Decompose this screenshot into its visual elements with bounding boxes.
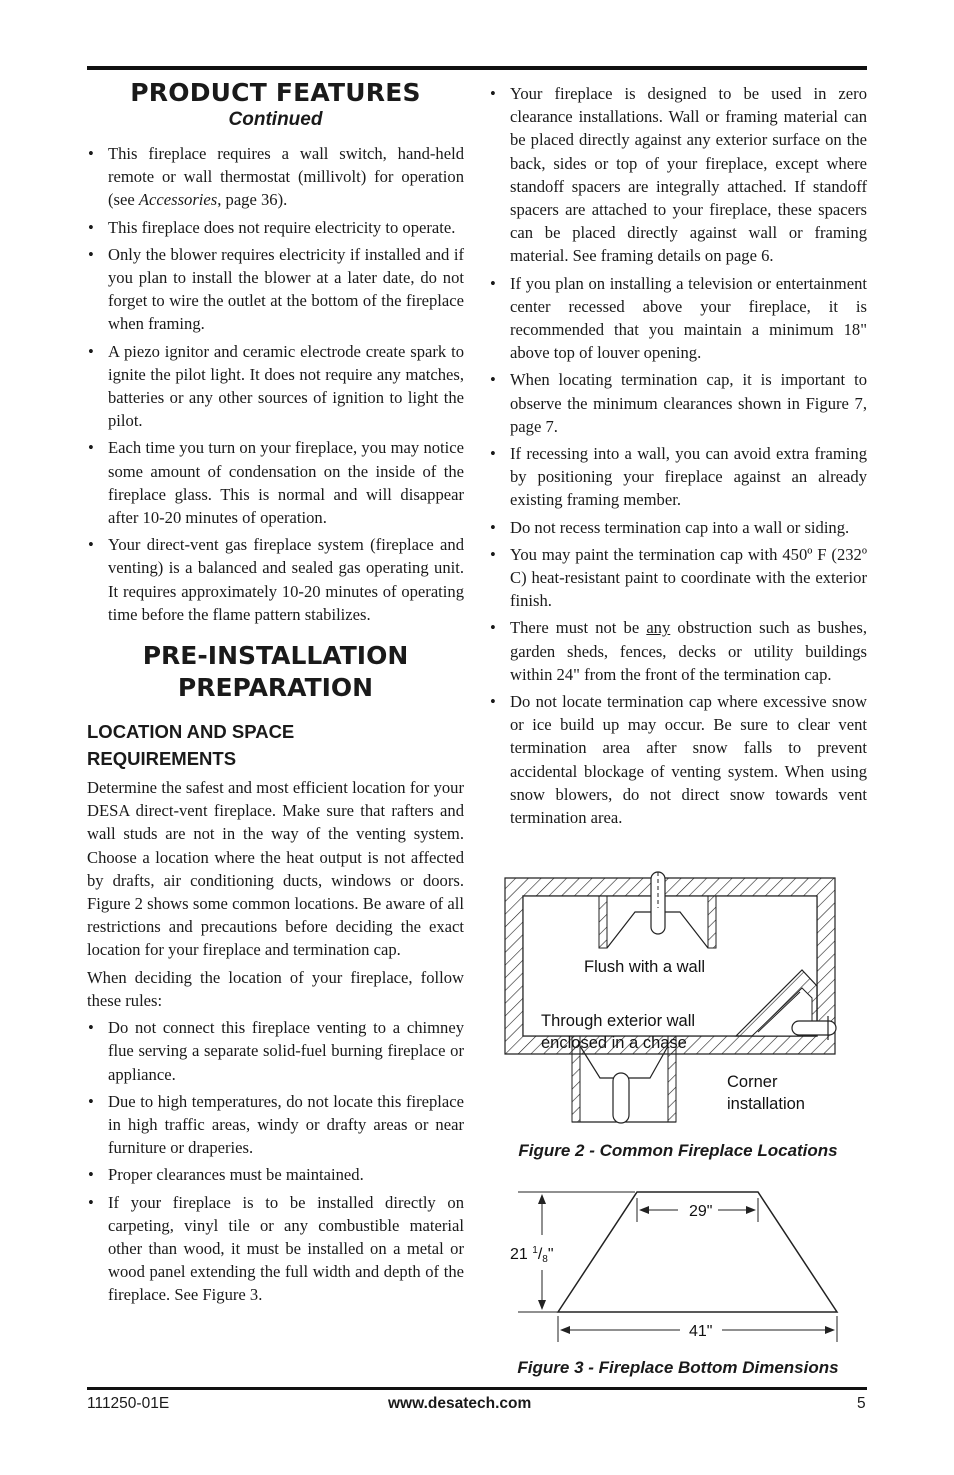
list-item: • When locating termination cap, it is important to observe the minimum clearances shown in Figure 7, page 7.	[489, 368, 867, 438]
list-item: • There must not be any obstruction such as bushes, garden sheds, fences, decks or utility buildings within 24" from the front of the termination cap.	[489, 616, 867, 686]
bottom-rule	[87, 1387, 867, 1390]
corner-vent	[792, 1021, 836, 1035]
accessories-reference: Accessories	[138, 190, 218, 210]
figure-2-drawing	[500, 868, 845, 1133]
list-item: • A piezo ignitor and ceramic electrode create spark to ignite the pilot light. It does not require any matches, batteries or any other sources of ignition to light the pilot.	[87, 340, 464, 433]
location-paragraph: Determine the safest and most efficient location for your DESA direct-vent fireplace. Make sure that rafters and wall studs are not in the way of the venting system. Choose a location where the heat output is not affected by drafts, air conditioning ducts, windows or doors. Figure 2 shows some common locations. Be aware of all restrictions and precautions before deciding the exact location for your fireplace and termination cap.	[87, 778, 464, 960]
section-title-pre-installation: PRE-INSTALLATION PREPARATION	[142, 641, 409, 703]
subsection-title-location: LOCATION AND SPACE REQUIREMENTS	[87, 721, 295, 770]
list-item: • This fireplace does not require electricity to operate.	[87, 216, 464, 239]
list-item: • Each time you turn on your fireplace, you may notice some amount of condensation on the inside of the fireplace glass. This is normal and will disappear after 10-20 minutes of operation.	[87, 436, 464, 529]
location-rules-list	[87, 1016, 464, 1306]
product-features-list	[87, 142, 464, 626]
dimension-top-width: 29"	[689, 1203, 713, 1220]
list-item: • Do not locate termination cap where excessive snow or ice build up may occur. Be sure to clear vent termination area after snow falls to prevent accidental blockage of venting system. When using snow blowers, do not direct snow towards vent termination area.	[489, 690, 867, 829]
flush-fireplace-side	[708, 896, 716, 948]
figure-2-caption: Figure 2 - Common Fireplace Locations	[518, 1141, 838, 1160]
right-column	[489, 82, 867, 833]
list-item: • Proper clearances must be maintained.	[87, 1163, 464, 1186]
page-number: 5	[857, 1395, 866, 1412]
list-item: • You may paint the termination cap with 450º F (232º C) heat-resistant paint to coordinate with the exterior finish.	[489, 543, 867, 613]
installation-notes-list	[489, 82, 867, 829]
chase-fireplace-vent	[613, 1073, 629, 1123]
website-link[interactable]: www.desatech.com	[388, 1395, 532, 1412]
list-item: • If your fireplace is to be installed directly on carpeting, vinyl tile or any combustible material other than wood, it must be installed on a metal or wood panel extending the full width and depth of the fireplace. See Figure 3.	[87, 1191, 464, 1307]
list-item: • Do not recess termination cap into a wall or siding.	[489, 516, 867, 539]
list-item: • Due to high temperatures, do not locate this fireplace in high traffic areas, windy or drafty areas or near furniture or draperies.	[87, 1090, 464, 1160]
list-item: • If recessing into a wall, you can avoid extra framing by positioning your fireplace against an already existing framing member.	[489, 442, 867, 512]
document-number: 111250-01E	[87, 1395, 170, 1412]
continued-label: Continued	[228, 109, 323, 130]
label-installation: installation	[727, 1095, 805, 1113]
rules-intro-paragraph: When deciding the location of your fireplace, follow these rules:	[87, 967, 464, 1010]
section-title-product-features: PRODUCT FEATURES	[130, 78, 421, 107]
label-corner: Corner	[727, 1073, 778, 1091]
list-item: • Only the blower requires electricity if installed and if you plan to install the blower at a later date, do not forget to wire the outlet at the bottom of the fireplace when framing.	[87, 243, 464, 336]
list-item: • If you plan on installing a television or entertainment center recessed above your fireplace, it is recommended that you maintain a minimum 18" above top of louver opening.	[489, 272, 867, 365]
left-column	[87, 78, 464, 1311]
figure-3-drawing	[500, 1180, 850, 1355]
list-item: • Do not connect this fireplace venting to a chimney flue serving a separate solid-fuel burning fireplace or appliance.	[87, 1016, 464, 1086]
figure-3-caption: Figure 3 - Fireplace Bottom Dimensions	[517, 1358, 839, 1377]
top-rule	[87, 66, 867, 70]
dimension-height: 21 $^1$/8"	[510, 1245, 554, 1265]
list-item: • Your fireplace is designed to be used in zero clearance installations. Wall or framing material can be placed directly against any exterior surface on the back, sides or top of your fireplace, except where standoff spacers are integrally attached. If standoff spacers are attached to your fireplace, these spacers can be placed directly against wall or framing material. See framing details on page 6.	[489, 82, 867, 268]
figure-3-bottom-dimensions	[500, 1180, 850, 1355]
flush-fireplace-side	[599, 896, 607, 948]
figure-2-common-locations	[500, 868, 845, 1133]
list-item: • This fireplace requires a wall switch, hand-held remote or wall thermostat (millivolt) for operation (see Accessories, page 36).	[87, 142, 464, 212]
dimension-bottom-width: 41"	[689, 1323, 713, 1340]
label-through-exterior-wall: Through exterior wall	[541, 1012, 696, 1030]
emphasis-any: any	[646, 618, 671, 638]
label-flush-with-wall: Flush with a wall	[584, 958, 706, 976]
label-enclosed-in-chase: enclosed in a chase	[541, 1034, 687, 1052]
list-item: • Your direct-vent gas fireplace system (fireplace and venting) is a balanced and sealed gas operating unit. It requires approximately 10-20 minutes of operating time before the flame pattern stabilizes.	[87, 533, 464, 626]
